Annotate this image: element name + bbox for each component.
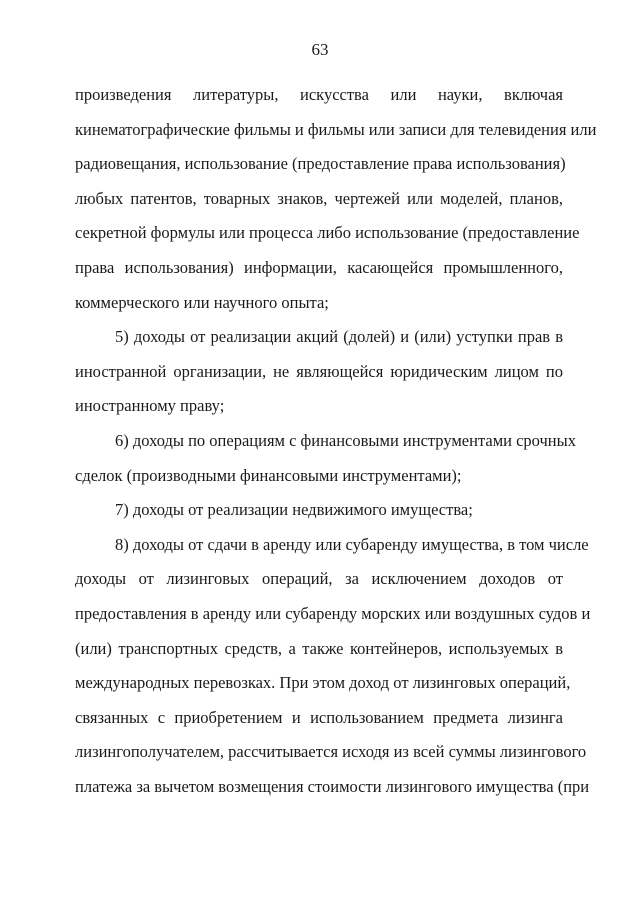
text-line: 6) доходы по операциям с финансовыми инструментами срочных bbox=[115, 430, 576, 450]
text-line: произведения литературы, искусства или науки, включая bbox=[75, 85, 563, 104]
body-text bbox=[75, 78, 597, 804]
text-line: иностранному праву; bbox=[75, 396, 225, 416]
text-line: 5) доходы от реализации акций (долей) и (или) уступки прав в bbox=[115, 327, 563, 347]
text-line: предоставления в аренду или субаренду морских или воздушных судов и bbox=[75, 603, 591, 623]
text-line: кинематографические фильмы и фильмы или записи для телевидения или bbox=[75, 119, 597, 139]
text-line: лизингополучателем, рассчитывается исходя из всей суммы лизингового bbox=[75, 742, 587, 762]
text-line: иностранной организации, не являющейся юридическим лицом по bbox=[75, 361, 563, 381]
text-line: сделок (производными финансовыми инструментами); bbox=[75, 465, 462, 485]
text-line: любых патентов, товарных знаков, чертежей или моделей, планов, bbox=[75, 188, 563, 208]
text-line: радиовещания, использование (предоставление права использования) bbox=[75, 154, 566, 174]
text-line: 7) доходы от реализации недвижимого имущества; bbox=[115, 500, 473, 520]
page-number: 63 bbox=[311, 40, 329, 59]
text-line: международных перевозках. При этом доход от лизинговых операций, bbox=[75, 673, 571, 693]
text-line: права использования) информации, касающейся промышленного, bbox=[75, 257, 563, 277]
text-line: коммерческого или научного опыта; bbox=[75, 292, 329, 312]
text-line: (или) транспортных средств, а также контейнеров, используемых в bbox=[75, 638, 563, 658]
text-line: 8) доходы от сдачи в аренду или субаренду имущества, в том числе bbox=[115, 534, 589, 554]
text-line: платежа за вычетом возмещения стоимости лизингового имущества (при bbox=[75, 776, 590, 796]
text-line: доходы от лизинговых операций, за исключением доходов от bbox=[75, 569, 563, 589]
text-line: секретной формулы или процесса либо использование (предоставление bbox=[75, 223, 580, 243]
text-line: связанных с приобретением и использованием предмета лизинга bbox=[75, 707, 563, 727]
